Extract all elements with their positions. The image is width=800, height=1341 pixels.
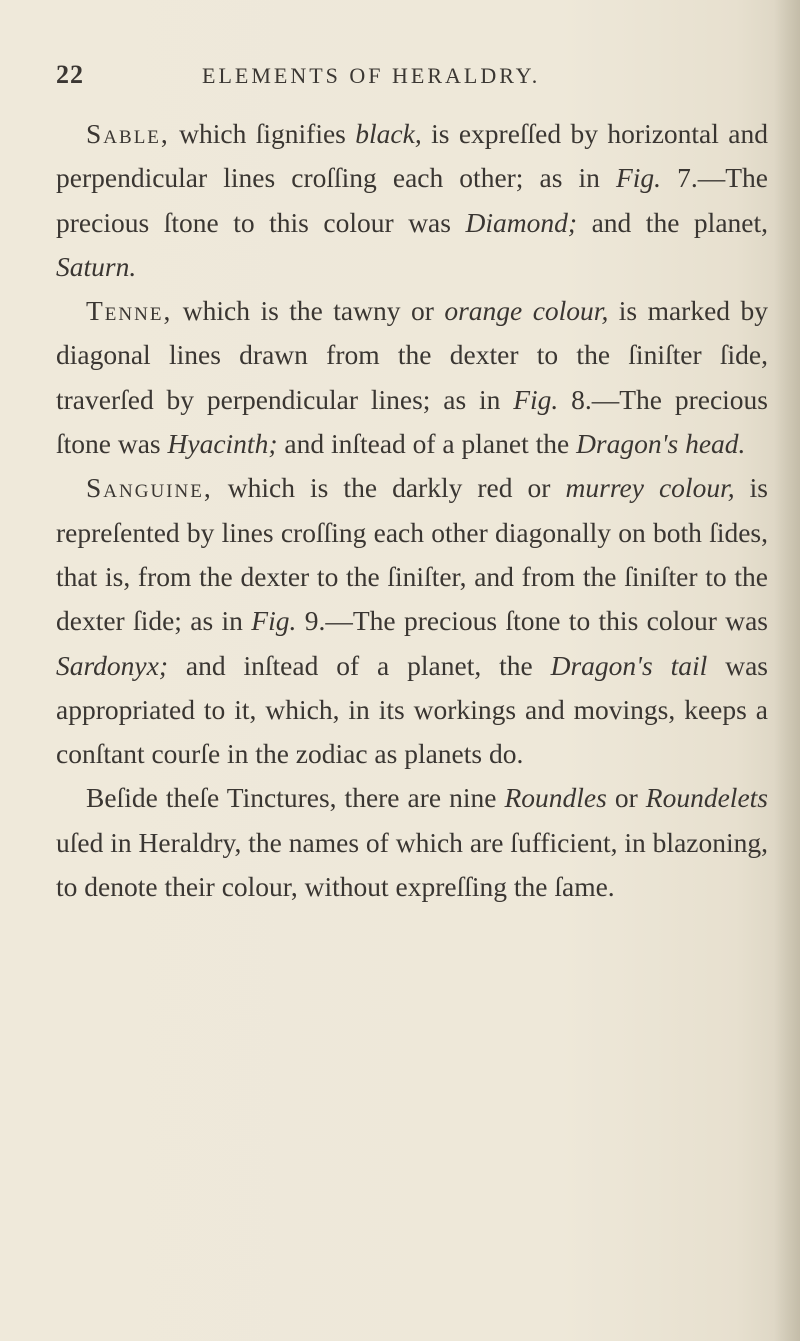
text-segment: which is the darkly red or [212, 472, 566, 504]
text-segment: or [606, 782, 646, 814]
running-head: ELEMENTS OF HERALDRY. [202, 63, 541, 88]
text-segment: and inſtead of a planet, the [168, 649, 551, 681]
text-segment: 9.—The precious ſtone to this colour was [296, 605, 769, 637]
figure-reference: Fig. [513, 383, 559, 415]
text-segment: was appropriated to it, which, in its workings and movings, keeps a conſtant courſe in the zodiac as planets do. [56, 649, 768, 770]
page-number: 22 [56, 60, 84, 89]
text-segment: which ſignifies [169, 118, 356, 149]
term-sanguine: Sanguine, [86, 472, 213, 504]
figure-reference: Fig. [251, 605, 297, 637]
text-segment: 7.—The precious ſtone to this colour was [56, 162, 768, 238]
italic-term: Hyacinth; [167, 428, 278, 460]
paragraph-sanguine [56, 466, 768, 776]
term-tenne: Tenne, [86, 295, 173, 327]
figure-reference: Fig. [615, 162, 662, 194]
italic-term: Dragon's tail [550, 649, 708, 681]
text-segment: and the planet, [577, 206, 768, 238]
paragraph-tenne [56, 289, 768, 466]
paragraph-roundles [56, 776, 768, 909]
italic-term: Roundles [504, 782, 607, 814]
text-segment: and inſtead of a planet the [277, 428, 577, 460]
text-segment: which is the tawny or [172, 295, 445, 327]
italic-term: Diamond; [465, 206, 578, 238]
italic-term: Roundelets [645, 782, 768, 814]
page-header [56, 60, 760, 100]
page-edge-shadow [774, 0, 800, 1341]
italic-term: black, [355, 118, 422, 149]
italic-term: murrey colour, [565, 472, 735, 504]
body-text [56, 112, 768, 909]
italic-term: Sardonyx; [56, 649, 169, 681]
text-segment: theſe Tinctures, there are nine [157, 782, 505, 814]
term-sable: Sable, [86, 118, 170, 149]
paragraph-sable [56, 112, 768, 289]
italic-term: orange colour, [444, 295, 609, 327]
italic-term: Dragon's head. [576, 428, 746, 460]
text-segment: is marked by diagonal lines drawn from the dexter to the ſiniſter ſide, traverſed by perpendicular lines; as in [56, 295, 768, 415]
text-segment: 8.—The precious ſtone was [56, 383, 768, 460]
text-segment: is expreſſed by horizontal and perpendicular lines croſſing each other; as in [56, 118, 768, 194]
italic-term: Saturn. [56, 250, 137, 282]
lead-word: Beſide [86, 782, 158, 814]
text-segment: is repreſented by lines croſſing each other diagonally on both ſides, that is, from the dexter to the ſiniſter, and from the ſiniſter to the dexter ſide; as in [56, 472, 769, 637]
text-segment: uſed in Heraldry, the names of which are ſufficient, in blazoning, to denote their colour, without expreſſing the ſame. [56, 826, 768, 903]
